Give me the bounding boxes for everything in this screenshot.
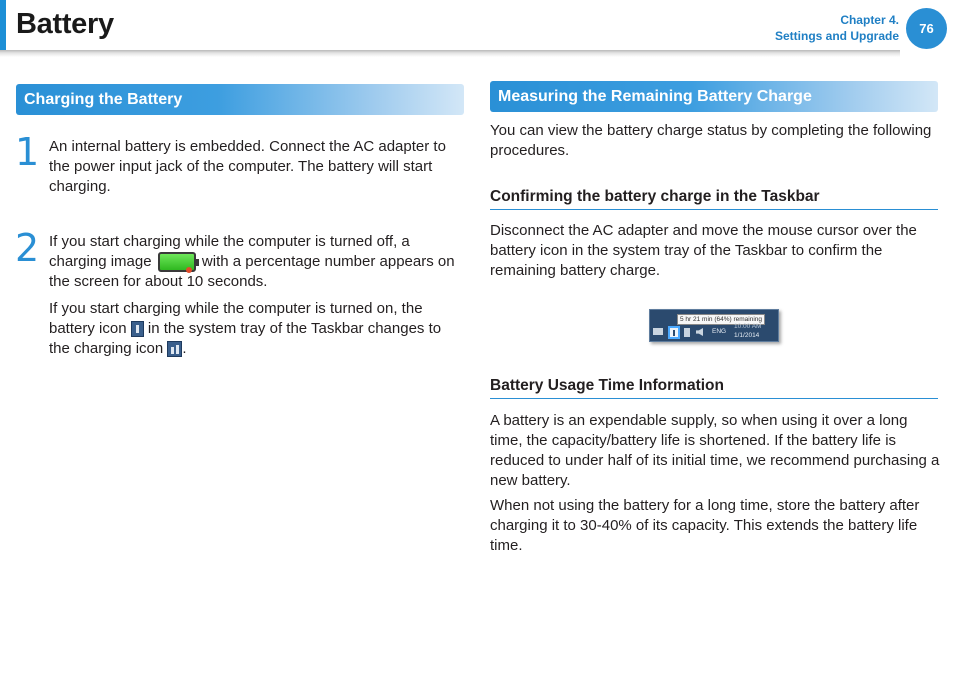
measuring-intro: You can view the battery charge status by completing the following procedures.	[490, 122, 932, 159]
tray-battery-icon	[131, 321, 144, 337]
clock-date: 1/1/2014	[734, 332, 760, 339]
clock-time: 10:00 AM	[734, 323, 762, 330]
chapter-label	[775, 12, 899, 44]
step-1-text: An internal battery is embedded. Connect the AC adapter to the power input jack of the computer. The battery will start charging.	[49, 138, 446, 195]
step-number-1: 1	[15, 130, 40, 174]
header-divider	[0, 50, 900, 57]
taskbar-battery-icon	[668, 326, 680, 339]
page-title: Battery	[16, 8, 114, 40]
section-header-measuring: Measuring the Remaining Battery Charge	[490, 81, 938, 112]
chapter-number: Chapter 4.	[840, 13, 899, 27]
step-2-text-b: with a percentage number appears on the screen for about 10 seconds.	[49, 253, 455, 291]
step-2-text-a: If you start charging while the computer is turned off, a charging image	[49, 233, 410, 270]
taskbar-screenshot	[649, 309, 779, 342]
step-2-text-d: in the system tray of the Taskbar changes to the charging icon	[49, 320, 442, 357]
subheading-taskbar: Confirming the battery charge in the Taskbar	[490, 188, 938, 210]
step-2-text-c: If you start charging while the computer is turned on, the battery icon	[49, 300, 423, 337]
network-icon	[684, 328, 690, 337]
usage-paragraph-2: When not using the battery for a long time, store the battery after charging it to 30-40% of its capacity. This extends the battery life time.	[490, 497, 920, 554]
chapter-title: Settings and Upgrade	[774, 29, 899, 43]
usage-paragraph-1: A battery is an expendable supply, so when using it over a long time, the capacity/battery life is shortened. If the battery life is reduced to under half of its initial time, we recommend purchasing a new battery.	[490, 412, 940, 489]
taskbar-instructions: Disconnect the AC adapter and move the mouse cursor over the battery icon in the system tray of the Taskbar to confirm the remaining battery charge.	[490, 222, 917, 279]
section-header-charging: Charging the Battery	[16, 84, 464, 115]
step-2-text-e: .	[182, 340, 187, 357]
step-number-2: 2	[15, 226, 40, 270]
step-2-paragraph-2	[49, 299, 463, 359]
language-indicator: ENG	[712, 328, 727, 335]
action-center-icon	[653, 328, 663, 335]
speaker-icon	[696, 328, 703, 336]
page-number-badge: 76	[906, 8, 947, 49]
step-2-paragraph-1	[49, 232, 463, 292]
tray-charging-icon	[167, 341, 182, 357]
battery-charging-image-icon	[158, 252, 196, 272]
battery-tooltip: 5 hr 21 min (64%) remaining	[677, 314, 765, 325]
title-accent-bar	[0, 0, 6, 52]
subheading-usage-time: Battery Usage Time Information	[490, 377, 938, 399]
